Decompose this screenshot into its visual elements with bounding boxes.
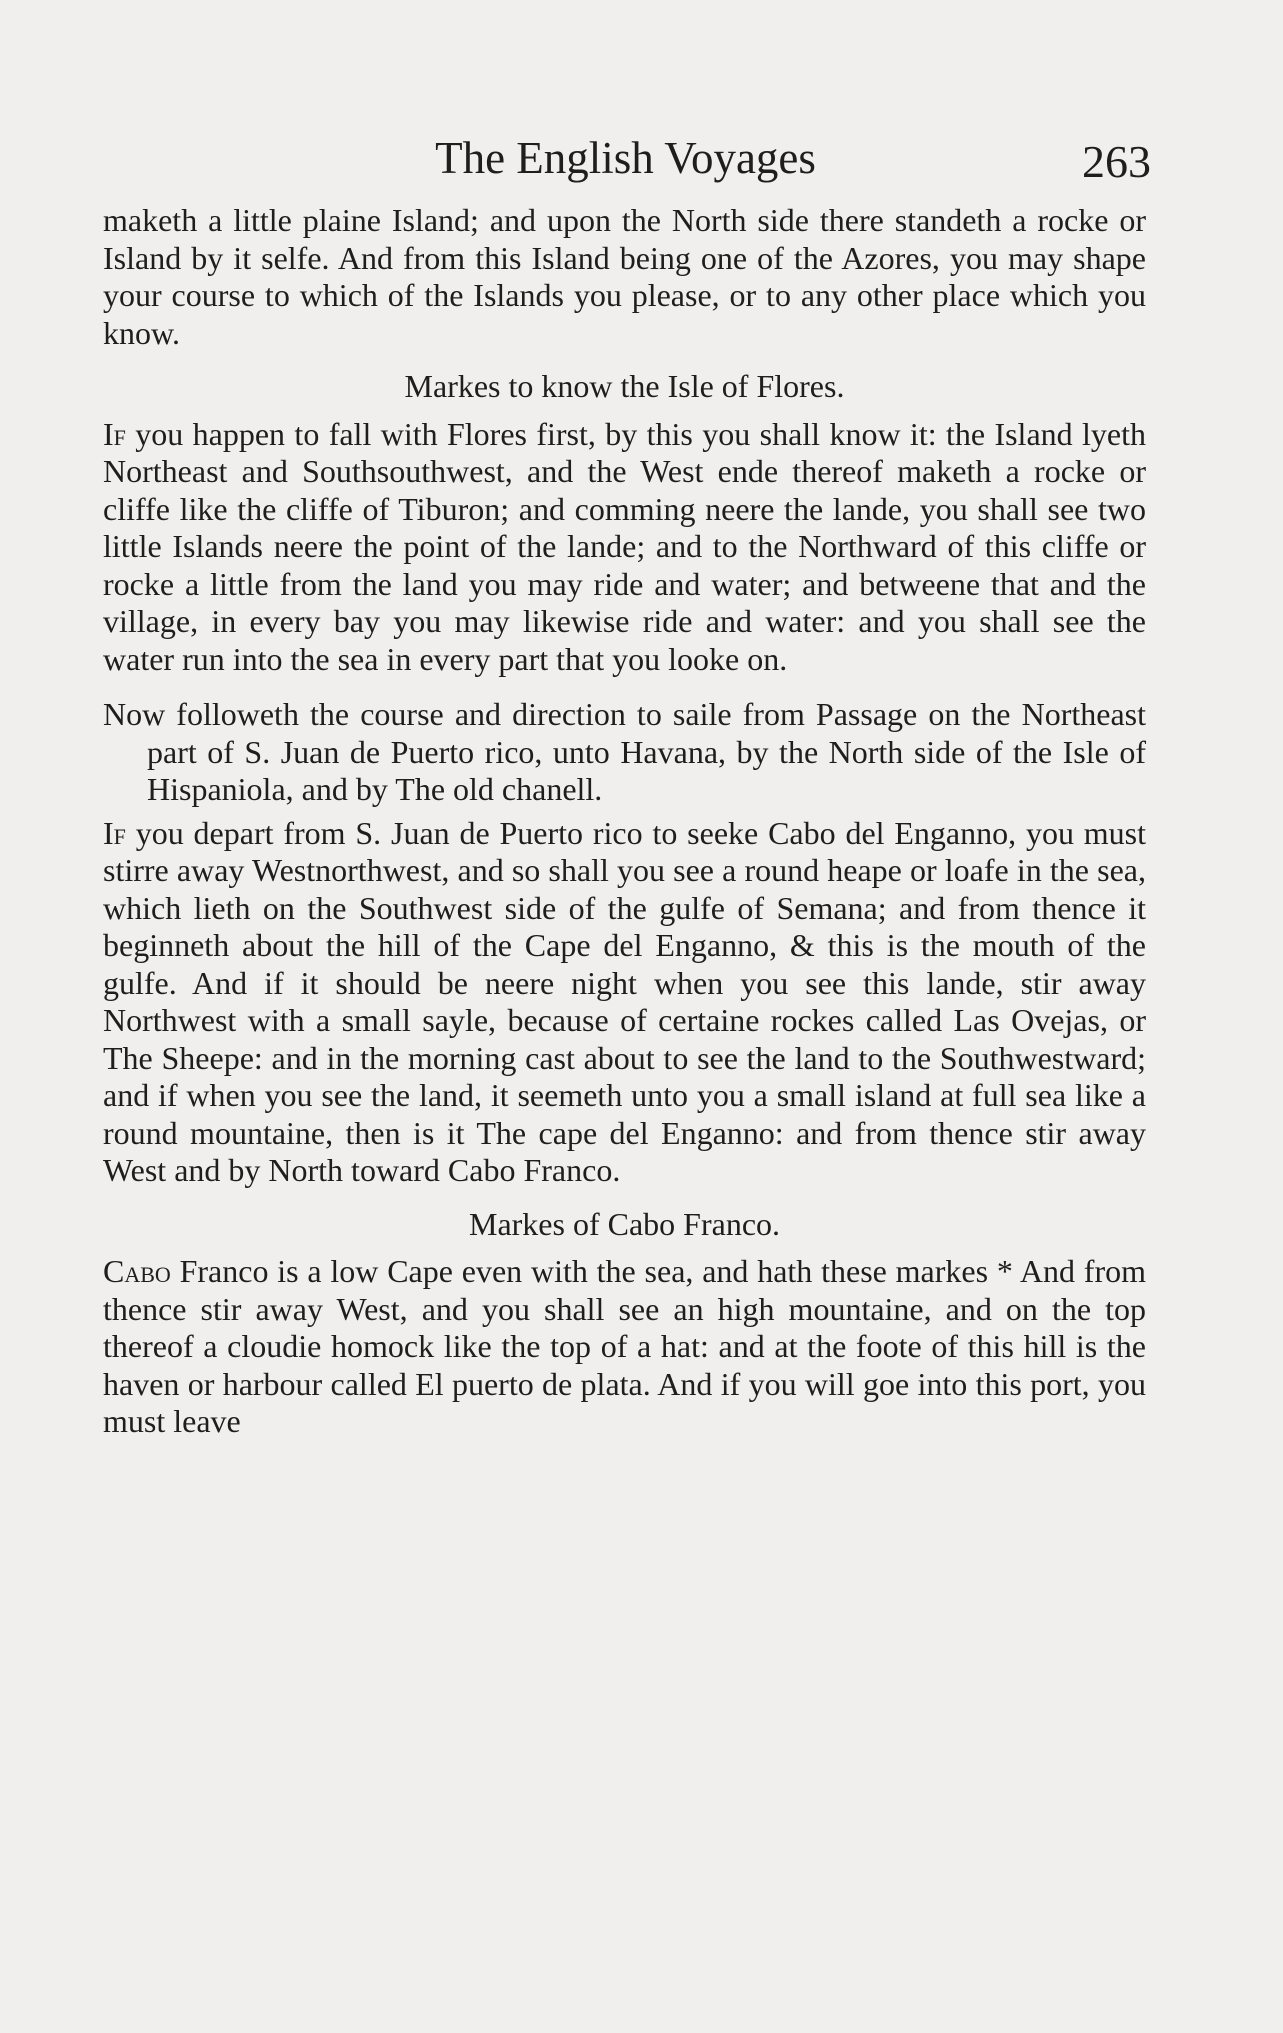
- body-text: [103, 202, 1146, 1441]
- paragraph-lead-word: If: [103, 814, 126, 851]
- paragraph-flores: [103, 416, 1146, 679]
- paragraph-flores-text: you happen to fall with Flores first, by this you shall know it: the Island lyeth Northeast and Southsouthwest, and the West ende thereof maketh a rocke or cliffe like the cliffe of Tiburon; and comming neere the lande, you shall see two little Islands neere the point of the lande; and to the Northward of this cliffe or rocke a little from the land you may ride and water; and betweene that and the village, in every bay you may likewise ride and water: and you shall see the water run into the sea in every part that you looke on.: [103, 415, 1146, 677]
- paragraph-cabo-enganno: [103, 815, 1146, 1190]
- paragraph-continuation: maketh a little plaine Island; and upon the North side there standeth a rocke or Island by it selfe. And from this Island being one of the Azores, you may shape your course to which of the Islands you please, or to any other place which you know.: [103, 202, 1146, 351]
- section-heading-flores: Markes to know the Isle of Flores.: [404, 368, 845, 404]
- page-number: 263: [1082, 136, 1151, 187]
- section-heading-cabo-franco: Markes of Cabo Franco.: [468, 1205, 781, 1242]
- paragraph-course-direction: Now followeth the course and direction to saile from Passage on the Northeast part of S. Juan de Puerto rico, unto Havana, by the North side of the Isle of Hispaniola, and by The old chanell.: [103, 696, 1146, 807]
- page-header: [100, 128, 1151, 188]
- paragraph-cabo-franco: [103, 1253, 1146, 1441]
- paragraph-lead-word: Cabo: [103, 1253, 171, 1289]
- paragraph-cabo-enganno-text: you depart from S. Juan de Puerto rico to seeke Cabo del Enganno, you must stirre away Westnorthwest, and so shall you see a round heape or loafe in the sea, which lieth on the Southwest side of the gulfe of Semana; and from thence it beginneth about the hill of the Cape del Enganno, & this is the mouth of the gulfe. And if it should be neere night when you see this lande, stir away Northwest with a small sayle, because of certaine rockes called Las Ovejas, or The Sheepe: and in the morning cast about to see the land to the Southwestward; and if when you see the land, it seemeth unto you a small island at full sea like a round mountaine, then is it The cape del Enganno: and from thence stir away West and by North toward Cabo Franco.: [103, 814, 1146, 1188]
- paragraph-cabo-franco-text: Franco is a low Cape even with the sea, and hath these markes * And from thence stir away West, and you shall see an high mountaine, and on the top thereof a cloudie homock like the top of a hat: and at the foote of this hill is the haven or harbour called El puerto de plata. And if you will goe into this port, you must leave: [103, 1253, 1146, 1439]
- running-title: The English Voyages: [435, 133, 816, 183]
- paragraph-lead-word: If: [103, 415, 126, 452]
